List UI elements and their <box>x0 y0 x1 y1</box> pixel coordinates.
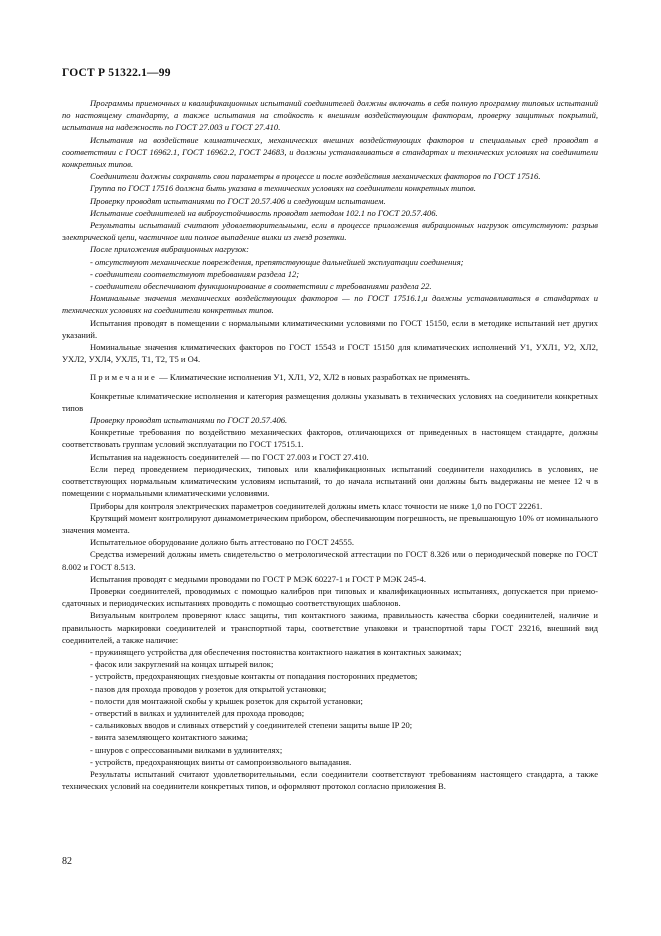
list-item: - отверстий в вилках и удлинителей для прохода проводов; <box>90 707 305 718</box>
paragraph: Программы приемочных и квалификационных испытаний соединителей должны включать в себя полную программу типовых испытаний по настоящему стандарту, а также испытания на стойкость к внешним воздействующим факторам, проверку защитных покрытий, испытания на надежность по ГОСТ 27.003 и ГОСТ 27.410. <box>62 98 598 133</box>
paragraph: После приложения вибрационных нагрузок: <box>90 244 249 255</box>
paragraph: Крутящий момент контролируют динамометрическим прибором, обеспечивающим погрешность, не превышающую 10% от номинального значения момента. <box>62 512 598 535</box>
paragraph: Испытательное оборудование должно быть аттестовано по ГОСТ 24555. <box>90 537 354 548</box>
list-item: - фасок или закруглений на концах штырей вилок; <box>90 659 274 670</box>
list-item: - пазов для прохода проводов у розеток для открытой установки; <box>90 683 327 694</box>
paragraph: Средства измерений должны иметь свидетельство о метрологической аттестации по ГОСТ 8.326 или о периодической поверке по ГОСТ 8.002 и ГОСТ 8.513. <box>62 549 598 572</box>
note-label: Примечание <box>90 372 158 383</box>
paragraph: Конкретные климатические исполнения и категория размещения должны указывать в технических условиях на соединители конкретных типов <box>62 390 598 413</box>
paragraph: Конкретные требования по воздействию механических факторов, отличающихся от приведенных в настоящем стандарте, должны соответствовать группам условий эксплуатации по ГОСТ 17515.1. <box>62 427 598 450</box>
paragraph: Номинальные значения климатических факторов по ГОСТ 15543 и ГОСТ 15150 для климатических исполнений У1, УХЛ1, У2, ХЛ2, УХЛ2, УХЛ4, УХЛ5, Т1, Т2, Т5 и О4. <box>62 342 598 365</box>
note <box>62 371 598 383</box>
list-item: - пружинящего устройства для обеспечения постоянства контактного нажатия в контактных зажимах; <box>90 646 462 657</box>
list-item: - соединители обеспечивают функционирование в соответствии с требованиями раздела 22. <box>90 281 432 292</box>
list-item: - отсутствуют механические повреждения, препятствующие дальнейшей эксплуатации соединения; <box>90 256 464 267</box>
note-text: — Климатические исполнения У1, ХЛ1, У2, ХЛ2 в новых разработках не применять. <box>157 372 471 383</box>
paragraph: Испытания проводят в помещении с нормальными климатическими условиями по ГОСТ 15150, если в методике испытаний нет других указаний. <box>62 317 598 340</box>
paragraph: Испытания на воздействие климатических, механических внешних воздействующих факторов и специальных сред проводят в соответствии с ГОСТ 16962.1, ГОСТ 16962.2, ГОСТ 24683, и должны устанавливаться в стандартах и технических условиях на соединители конкретных типов. <box>62 134 598 170</box>
paragraph: Испытание соединителей на виброустойчивость проводят методом 102.1 по ГОСТ 20.57.406. <box>90 207 438 218</box>
list-item: - сальниковых вводов и сливных отверстий у соединителей степени защиты выше IP 20; <box>90 720 413 731</box>
paragraph: Проверку проводят испытаниями по ГОСТ 20.57.406 и следующим испытанием. <box>90 195 386 206</box>
list-item: - шнуров с опрессованными вилками в удлинителях; <box>90 744 283 755</box>
paragraph: Номинальные значения механических воздействующих факторов — по ГОСТ 17516.1,и должны устанавливаться в стандартах и технических условиях на соединители конкретных типов. <box>62 293 598 316</box>
paragraph: Испытания проводят с медными проводами по ГОСТ Р МЭК 60227-1 и ГОСТ Р МЭК 245-4. <box>90 573 427 584</box>
paragraph: Проверку проводят испытаниями по ГОСТ 20.57.406. <box>90 415 288 426</box>
list-item: - устройств, предохраняющих гнездовые контакты от попадания посторонних предметов; <box>90 671 418 682</box>
paragraph: Проверки соединителей, проводимых с помощью калибров при типовых и квалификационных испытаниях, допускается при приемо-сдаточных и периодических испытаниях проводить с помощью соответствующих шаблонов. <box>62 585 598 609</box>
list-item: - винта заземляющего контактного зажима; <box>90 732 249 743</box>
list-item: - полости для монтажной скобы у крышек розеток для скрытой установки; <box>90 695 363 706</box>
paragraph: Испытания на надежность соединителей — по ГОСТ 27.003 и ГОСТ 27.410. <box>90 451 369 462</box>
document-body <box>62 97 598 792</box>
paragraph: Визуальным контролем проверяют класс защиты, тип контактного зажима, правильность качества сборки соединителей, наличие и правильность маркировки соединителей и транспортной тары, соответствие упаковки и транспортной тары ГОСТ 23216, внешний вид соединителей, а также наличие: <box>62 610 598 645</box>
paragraph: Результаты испытаний считают удовлетворительными, если в процессе приложения вибрационных нагрузок отсутствуют: разрыв электрической цепи, частичное или полное выпадение вилки из гнезд розетки. <box>62 220 598 243</box>
list-item: - устройств, предохраняющих винты от самопроизвольного выпадания. <box>90 756 352 767</box>
paragraph: Соединители должны сохранять свои параметры в процессе и после воздействия механических факторов по ГОСТ 17516. <box>90 171 541 182</box>
paragraph: Приборы для контроля электрических параметров соединителей должны иметь класс точности не ниже 1,0 по ГОСТ 22261. <box>90 500 543 511</box>
document-header: ГОСТ Р 51322.1—99 <box>62 67 171 79</box>
list-item: - соединители соответствуют требованиям раздела 12; <box>90 268 300 279</box>
paragraph: Если перед проведением периодических, типовых или квалификационных испытаний соединители находились в условиях, не соответствующих нормальным климатическим условиям испытаний, то до начала испытаний они должны быть выдержаны не менее 12 ч в помещении с нормальными климатическими условиями. <box>62 463 598 499</box>
paragraph: Результаты испытаний считают удовлетворительными, если соединители соответствуют требованиям настоящего стандарта, а также технических условий на соединители конкретных типов, и оформляют протокол согласно приложения В. <box>62 768 598 792</box>
page-number: 82 <box>62 856 72 867</box>
paragraph: Группа по ГОСТ 17516 должна быть указана в технических условиях на соединители конкретных типов. <box>90 183 476 194</box>
